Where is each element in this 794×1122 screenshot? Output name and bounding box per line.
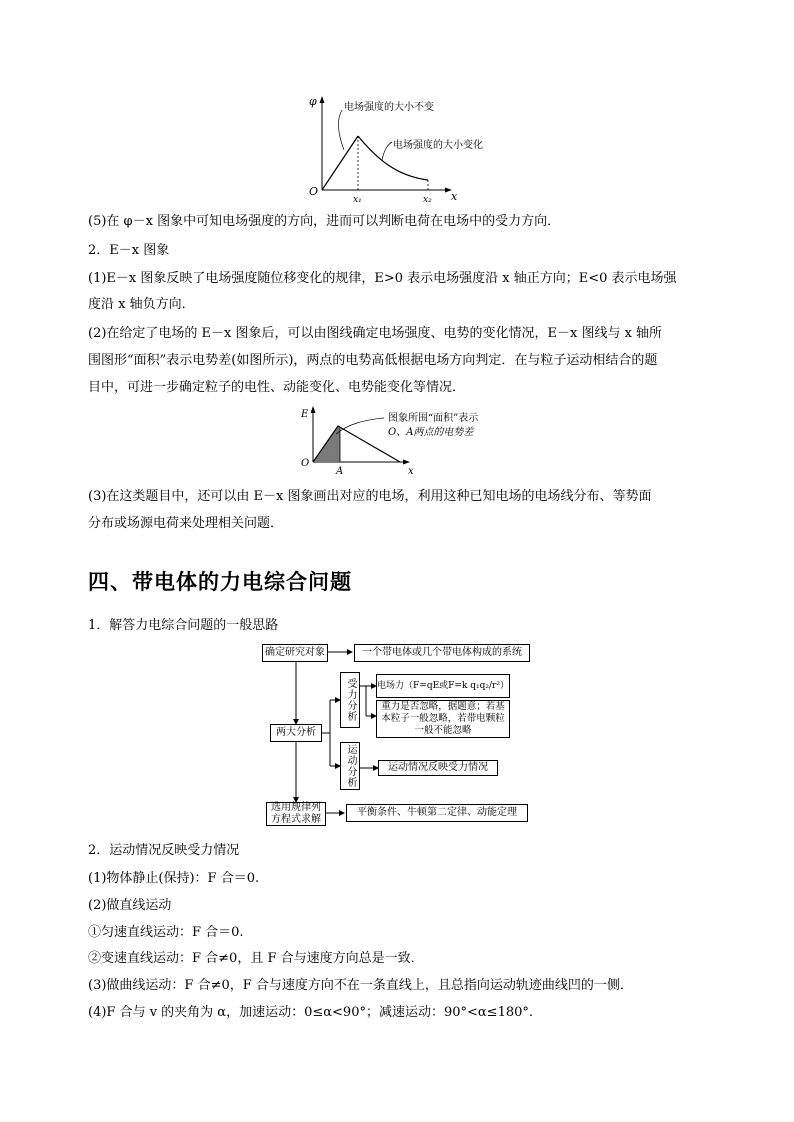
- leader-const: [338, 110, 344, 150]
- origin-label: O: [301, 458, 310, 469]
- two-analysis-box: 两大分析: [270, 724, 322, 742]
- origin-label: O: [309, 185, 319, 198]
- phi-x-graph: [300, 92, 500, 207]
- E-x-graph: [296, 404, 506, 480]
- para-3-line-b: 分布或场源电荷来处理相关问题．: [88, 516, 284, 531]
- gravity-note-box: 重力是否忽略，据题意；若基本粒子一般忽略，若带电颗粒一般不能忽略: [376, 700, 510, 738]
- law-note-box: 平衡条件、牛顿第二定律、动能定理: [346, 804, 528, 822]
- motion-note-box: 运动情况反映受力情况: [378, 760, 498, 776]
- section-4-title: 四、带电体的力电综合问题: [88, 570, 352, 594]
- rule-4: (4)F 合与 v 的夹角为 α，加速运动：0≤α<90°；减速运动：90°<α≤180°.: [88, 1005, 534, 1020]
- y-axis-label: E: [301, 409, 309, 420]
- leader-change: [382, 142, 392, 160]
- x-axis-arrow: [403, 460, 410, 465]
- para-2-line-a: (2)在给定了电场的 E－x 图象后，可以由图线确定电场强度、电势的变化情况，E－x 图线与 x 轴所: [88, 326, 663, 341]
- para-3-line-a: (3)在这类题目中，还可以由 E－x 图象画出对应的电场，利用这种已知电场的电场线分布、等势面: [88, 489, 652, 504]
- para-1-line-a: (1)E－x 图象反映了电场强度随位移变化的规律，E>0 表示电场强度沿 x 轴正方向；E<0 表示电场强: [88, 271, 677, 286]
- phi-curve-linear: [322, 136, 358, 190]
- label-const: 电场强度的大小不变: [344, 102, 434, 113]
- heading-2-Ex: 2．E－x 图象: [88, 243, 170, 258]
- note-line-2: O、A两点的电势差: [388, 427, 474, 438]
- rule-2-1: ①匀速直线运动：F 合＝0.: [88, 925, 244, 940]
- determine-note-box: 一个带电体或几个带电体构成的系统: [354, 644, 530, 662]
- para-2-line-b: 围图形“面积”表示电势差(如图所示)，两点的电势高低根据电场方向判定．在与粒子运动相结合的题: [88, 353, 658, 368]
- rule-3: (3)做曲线运动：F 合≠0，F 合与速度方向不在一条直线上，且总指向运动轨迹曲线凹的一侧．: [88, 978, 633, 993]
- leader-area: [336, 418, 384, 434]
- label-change: 电场强度的大小变化: [393, 140, 483, 151]
- para-2-line-c: 目中，可进一步确定粒子的电性、动能变化、电势能变化等情况．: [88, 380, 466, 395]
- rule-1: (1)物体静止(保持)：F 合＝0.: [88, 871, 260, 886]
- y-axis-label: φ: [309, 95, 317, 108]
- x1-label: x₁: [353, 195, 362, 205]
- rule-2-2: ②变速直线运动：F 合≠0，且 F 合与速度方向总是一致．: [88, 951, 424, 966]
- y-axis-arrow: [311, 406, 316, 413]
- x-axis-label: x: [451, 190, 458, 203]
- note-line-1: 图象所围“面积”表示: [388, 413, 479, 424]
- y-axis-arrow: [320, 96, 325, 103]
- motion-analysis-box: 运动分析: [340, 742, 360, 790]
- electric-force-box: 电场力（F=qE或F=k q₁q₂/r²）: [376, 674, 510, 698]
- sub-heading-2: 2．运动情况反映受力情况: [88, 843, 240, 858]
- x2-label: x₂: [423, 195, 432, 205]
- sub-heading-1: 1．解答力电综合问题的一般思路: [88, 618, 279, 633]
- para-1-line-b: 度沿 x 轴负方向．: [88, 297, 195, 312]
- point-A-label: A: [336, 466, 344, 477]
- force-analysis-box: 受力分析: [340, 672, 360, 728]
- para-3-5: (5)在 φ－x 图象中可知电场强度的方向，进而可以判断电荷在电场中的受力方向．: [88, 214, 561, 229]
- x-axis-label: x: [408, 466, 414, 477]
- determine-box: 确定研究对象: [262, 644, 328, 662]
- select-law-box: 选用规律列方程式求解: [266, 802, 326, 826]
- rule-2: (2)做直线运动: [88, 898, 172, 913]
